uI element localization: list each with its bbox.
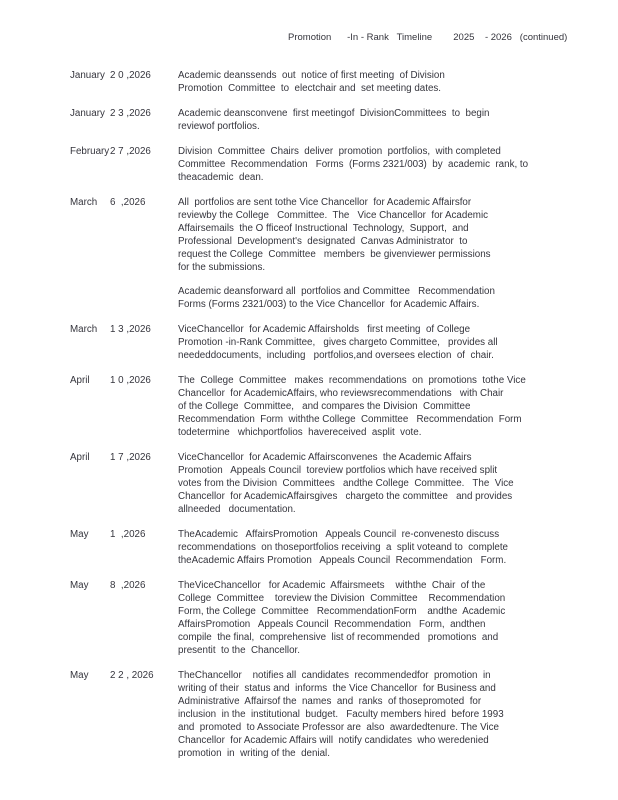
entry-month: April	[70, 452, 90, 463]
entry-line: Academic deansforward all portfolios and Committee Recommendation	[178, 286, 495, 297]
entry-line: recommendations on thoseportfolios receiving a split voteand to complete	[178, 542, 509, 553]
entry-line: TheViceChancellor for Academic Affairsmeets withthe Chair of the	[178, 580, 486, 591]
entry-line: Promotion -in-Rank Committee, gives chargeto Committee, provides all	[178, 337, 498, 348]
entry-date	[70, 669, 178, 682]
entry-line: Promotion Committee to electchair and set meeting dates.	[178, 83, 442, 94]
entry-text	[178, 451, 618, 516]
timeline-entry	[0, 69, 618, 95]
timeline-entry	[0, 323, 618, 362]
entry-line: theAcademic Affairs Promotion Appeals Council Recommendation Form.	[178, 555, 507, 566]
entry-month: January	[70, 108, 105, 119]
entry-line: allneeded documentation.	[178, 504, 296, 515]
entry-month: April	[70, 375, 90, 386]
entry-day: 1 7 ,2026	[110, 452, 151, 463]
entry-line: for the submissions.	[178, 262, 266, 273]
entry-line: Recommendation Form withthe College Committee Recommendation Form	[178, 414, 522, 425]
entry-line: TheChancellor notifies all candidates recommendedfor promotion in	[178, 670, 491, 681]
entry-text	[178, 107, 618, 133]
entry-paragraph	[178, 451, 618, 516]
entry-line: and promoted to Associate Professor are also awardedtenure. The Vice	[178, 722, 499, 733]
entry-date	[70, 69, 178, 82]
entry-date	[70, 528, 178, 541]
entry-line: presentit to the Chancellor.	[178, 645, 300, 656]
entry-day: 1 3 ,2026	[110, 324, 151, 335]
entry-paragraph	[178, 69, 618, 95]
entry-paragraph	[178, 579, 618, 657]
entry-paragraph	[178, 374, 618, 439]
entry-line: writing of their status and informs the Vice Chancellor for Business and	[178, 683, 496, 694]
timeline-entry	[0, 145, 618, 184]
entry-month: March	[70, 197, 98, 208]
entry-paragraph	[178, 528, 618, 567]
entry-date	[70, 323, 178, 336]
entry-day: 2 2 , 2026	[110, 670, 154, 681]
entry-day: 2 0 ,2026	[110, 70, 151, 81]
entry-date	[70, 579, 178, 592]
entry-month: May	[70, 670, 89, 681]
entry-line: compile the final, comprehensive list of recommended promotions and	[178, 632, 499, 643]
entry-text	[178, 323, 618, 362]
entry-line: neededdocuments, including portfolios,and oversees election of chair.	[178, 350, 494, 361]
entry-paragraph	[178, 107, 618, 133]
entry-text	[178, 528, 618, 567]
entry-line: Professional Development's designated Canvas Administrator to	[178, 236, 468, 247]
entry-date	[70, 145, 178, 158]
entry-paragraph	[178, 669, 618, 760]
timeline-entry	[0, 669, 618, 760]
entry-line: Form, the College Committee RecommendationForm andthe Academic	[178, 606, 506, 617]
entry-text	[178, 374, 618, 439]
entry-line: of the College Committee, and compares the Division Committee	[178, 401, 471, 412]
entry-paragraph	[178, 323, 618, 362]
entry-line: Academic deanssends out notice of first meeting of Division	[178, 70, 445, 81]
timeline-entry	[0, 451, 618, 516]
entry-month: May	[70, 529, 89, 540]
entry-line: reviewof portfolios.	[178, 121, 260, 132]
entry-line: theacademic dean.	[178, 172, 264, 183]
entry-day: 8 ,2026	[110, 580, 146, 591]
entry-line: TheAcademic AffairsPromotion Appeals Council re-convenesto discuss	[178, 529, 500, 540]
entry-date	[70, 374, 178, 387]
page-title: Promotion -In - Rank Timeline 2025 - 2026 (continued)	[288, 32, 568, 43]
entry-month: May	[70, 580, 89, 591]
entry-text	[178, 145, 618, 184]
entry-month: March	[70, 324, 98, 335]
entry-month: January	[70, 70, 105, 81]
entry-line: All portfolios are sent tothe Vice Chancellor for Academic Affairsfor	[178, 197, 472, 208]
timeline-entry	[0, 528, 618, 567]
timeline-entry	[0, 374, 618, 439]
entry-month: February	[70, 146, 110, 157]
entry-date	[70, 196, 178, 209]
entry-line: Affairsemails the O fficeof Instructional Technology, Support, and	[178, 223, 469, 234]
entry-line: ViceChancellor for Academic Affairsconvenes the Academic Affairs	[178, 452, 472, 463]
entry-line: Committee Recommendation Forms (Forms 2321/003) by academic rank, to	[178, 159, 529, 170]
entry-day: 6 ,2026	[110, 197, 146, 208]
entry-line: reviewby the College Committee. The Vice Chancellor for Academic	[178, 210, 489, 221]
entry-line: Chancellor for AcademicAffairs, who reviewsrecommendations with Chair	[178, 388, 504, 399]
entry-line: request the College Committee members be givenviewer permissions	[178, 249, 491, 260]
entry-line: The College Committee makes recommendations on promotions tothe Vice	[178, 375, 526, 386]
entry-day: 2 3 ,2026	[110, 108, 151, 119]
entry-line: Division Committee Chairs deliver promotion portfolios, with completed	[178, 146, 501, 157]
entry-line: Promotion Appeals Council toreview portfolios which have received split	[178, 465, 498, 476]
entry-line: promotion in writing of the denial.	[178, 748, 330, 759]
entry-date	[70, 451, 178, 464]
entry-text	[178, 579, 618, 657]
entry-paragraph	[178, 145, 618, 184]
entry-line: Academic deansconvene first meetingof DivisionCommittees to begin	[178, 108, 490, 119]
entry-text	[178, 669, 618, 760]
entry-line: votes from the Division Committees andthe College Committee. The Vice	[178, 478, 514, 489]
timeline-entries	[0, 69, 618, 772]
entry-text	[178, 196, 618, 311]
entry-line: College Committee toreview the Division Committee Recommendation	[178, 593, 506, 604]
timeline-entry	[0, 107, 618, 133]
entry-line: todetermine whichportfolios havereceived asplit vote.	[178, 427, 422, 438]
entry-text	[178, 69, 618, 95]
entry-line: AffairsPromotion Appeals Council Recommendation Form, andthen	[178, 619, 486, 630]
entry-day: 1 ,2026	[110, 529, 146, 540]
entry-paragraph	[178, 196, 618, 274]
entry-day: 2 7 ,2026	[110, 146, 151, 157]
entry-paragraph	[178, 285, 618, 311]
entry-line: Chancellor for Academic Affairs will notify candidates who weredenied	[178, 735, 489, 746]
entry-day: 1 0 ,2026	[110, 375, 151, 386]
timeline-entry	[0, 196, 618, 311]
entry-line: Chancellor for AcademicAffairsgives chargeto the committee and provides	[178, 491, 513, 502]
entry-date	[70, 107, 178, 120]
entry-line: ViceChancellor for Academic Affairsholds first meeting of College	[178, 324, 471, 335]
entry-line: Administrative Affairsof the names and ranks of thosepromoted for	[178, 696, 482, 707]
entry-line: inclusion in the institutional budget. Faculty members hired before 1993	[178, 709, 504, 720]
entry-line: Forms (Forms 2321/003) to the Vice Chancellor for Academic Affairs.	[178, 299, 480, 310]
timeline-entry	[0, 579, 618, 657]
